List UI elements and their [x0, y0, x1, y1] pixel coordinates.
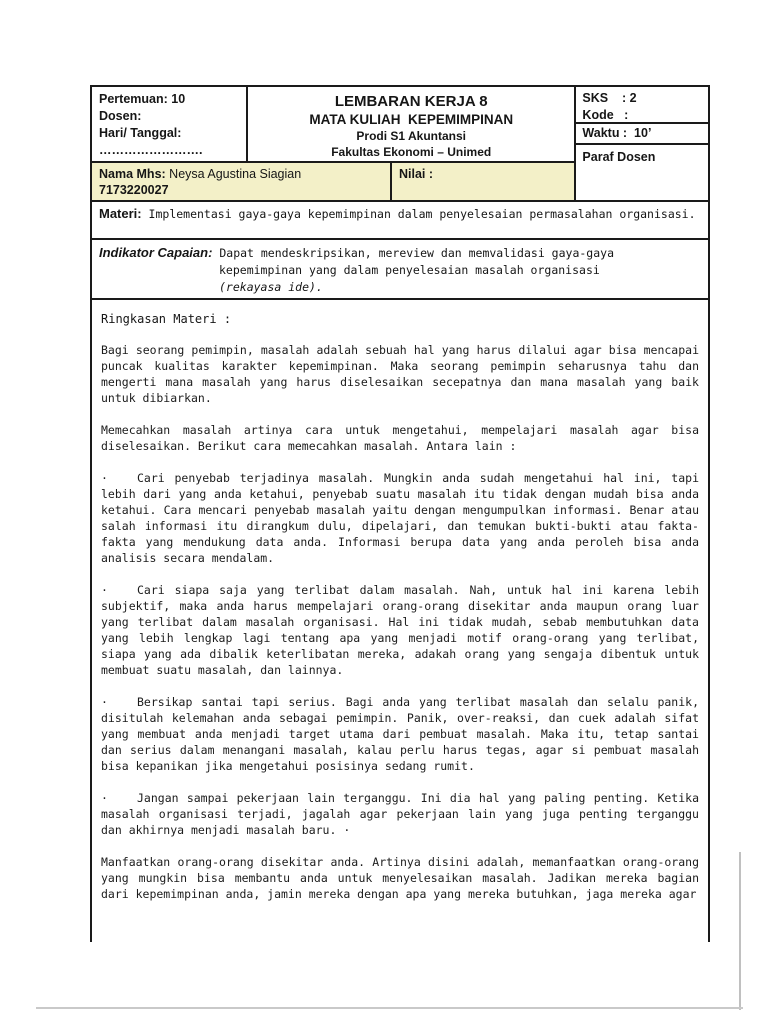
nama-label: Nama Mhs: [99, 167, 166, 181]
ringkasan-heading: Ringkasan Materi : [101, 312, 232, 326]
prodi-line: Prodi S1 Akuntansi [356, 129, 466, 143]
course-title: MATA KULIAH KEPEMIMPINAN [309, 112, 514, 127]
header-title-cell [248, 87, 574, 161]
worksheet-header [92, 87, 708, 202]
materi-label: Materi: [99, 206, 142, 221]
header-main-area [92, 87, 576, 200]
header-meta-line: ……………………. [99, 143, 203, 157]
paraf-dosen-cell: Paraf Dosen [582, 150, 656, 164]
bullet-item: · Bersikap santai tapi serius. Bagi anda yang terlibat masalah dan selalu panik, disitulah kelemahan anda sebagai pemimpin. Panik, over-reaksi, dan cuek adalah sifat yang membuat anda menjadi target utama dari pembuat masalah. Maka itu, tetap santai dan serius dalam menangani masalah, kalau perlu harus tegas, agar si pembuat masalah bisa kepanikan jika mengetahui posisinya sedang rumit. [101, 695, 699, 773]
nilai-cell: Nilai : [399, 167, 434, 181]
header-row [92, 87, 574, 163]
header-meta-line: Pertemuan: 10 [99, 92, 186, 106]
header-meta-line: Hari/ Tanggal: [99, 126, 182, 140]
bullet-item: · Cari siapa saja yang terlibat dalam masalah. Nah, untuk hal ini karena lebih subjektif, maka anda harus mempelajari orang-orang disekitar anda maupun orang luar yang terlibat dalam masalah organisasi. Hal ini tidak mudah, sebab membutuhkan data yang lebih lengkap lagi tentang apa yang menjadi motif orang-orang yang terlibat, siapa yang ada dibalik keterlibatan mereka, adakah orang yang sengaja dibentuk untuk membuat suatu masalah, dan lainnya. [101, 583, 699, 677]
indikator-first-line [99, 244, 701, 262]
student-row [92, 163, 574, 200]
header-right-column [576, 87, 708, 200]
indikator-line3: (rekayasa ide). [219, 280, 323, 294]
ringkasan-section [92, 300, 708, 902]
header-meta-line: Dosen: [99, 109, 142, 123]
bullet-item: · Jangan sampai pekerjaan lain terganggu. Ini dia hal yang paling penting. Ketika masalah organisasi terjadi, jagalah agar pekerjaan lain yang juga penting terganggu dan akhirnya menjadi masalah baru. · [101, 791, 699, 837]
header-meta-cell [92, 87, 248, 161]
bullet-marker: · [101, 583, 108, 597]
worksheet-table [90, 85, 710, 942]
student-name-line [99, 166, 383, 182]
bullet-marker: · [101, 695, 108, 709]
paragraph: Manfaatkan orang-orang disekitar anda. Artinya disini adalah, memanfaatkan orang-orang yang mungkin bisa membantu anda untuk menyelesaikan masalah. Jadikan mereka bagian dari kepemimpinan anda, jamin mereka dengan apa yang mereka butuhkan, jaga mereka agar [101, 855, 699, 901]
waktu-cell: Waktu : 10’ [576, 124, 708, 145]
header-meta-line: SKS : 2 [582, 91, 637, 105]
worksheet-title: LEMBARAN KERJA 8 [334, 93, 488, 110]
materi-text: Implementasi gaya-gaya kepemimpinan dalam penyelesaian permasalahan organisasi. [141, 207, 696, 221]
paragraph: Bagi seorang pemimpin, masalah adalah sebuah hal yang harus dilalui agar bisa mencapai puncak kualitas karakter kepemimpinan. Maka seorang pemimpin seharusnya tahu dan mengerti mana masalah yang harus diselesaikan secepatnya dan mana masalah yang baik untuk dibiarkan. [101, 343, 699, 405]
sks-kode-cell [576, 87, 708, 124]
header-meta-line: Kode : [582, 108, 629, 122]
indikator-row [92, 240, 708, 300]
nama-value: Neysa Agustina Siagian [165, 167, 302, 181]
fakultas-line: Fakultas Ekonomi – Unimed [331, 145, 492, 159]
student-nim: 7173220027 [99, 183, 169, 197]
indikator-line2: kepemimpinan yang dalam penyelesaian masalah organisasi [219, 263, 600, 277]
indikator-line1: Dapat mendeskripsikan, mereview dan memvalidasi gaya-gaya [212, 246, 614, 260]
bullet-marker: · [101, 471, 108, 485]
scan-artifact-vertical-line [739, 852, 741, 1010]
student-name-cell [92, 163, 392, 200]
bullet-marker: · [101, 791, 108, 805]
scan-artifact-horizontal-line [36, 1007, 743, 1009]
body-content [101, 342, 699, 902]
indikator-label: Indikator Capaian: [99, 245, 213, 260]
materi-row [92, 202, 708, 240]
paragraph: Memecahkan masalah artinya cara untuk mengetahui, mempelajari masalah agar bisa diselesaikan. Berikut cara memecahkan masalah. Antara lain : [101, 423, 699, 453]
bullet-item: · Cari penyebab terjadinya masalah. Mungkin anda sudah mengetahui hal ini, tapi lebih dari yang anda ketahui, penyebab suatu masalah itu tidak dengan mudah bisa anda ketahui. Cara mencari penyebab masalah yaitu dengan mengumpulkan informasi. Benar atau salah informasi itu dirangkum dulu, dipelajari, dan temukan bukti-bukti atau fakta-fakta yang mendukung data anda. Informasi berupa data yang anda peroleh bisa anda analisis secara mendalam. [101, 471, 699, 565]
